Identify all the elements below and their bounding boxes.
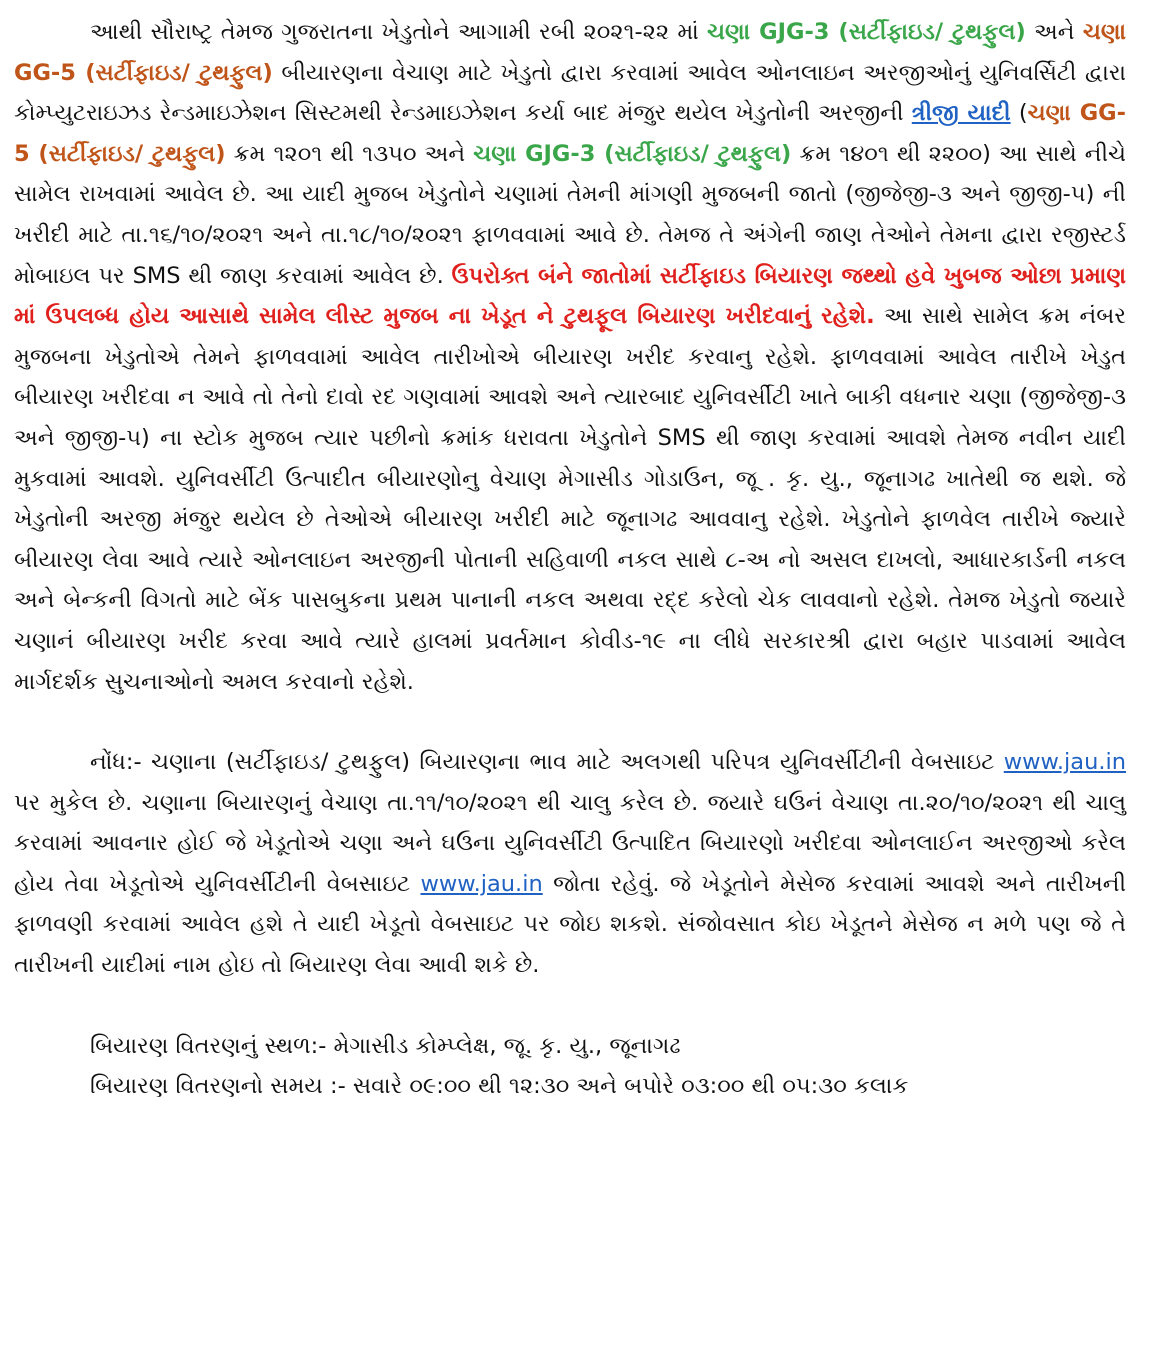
variety-gg5-highlight-2: ચણા GG-5 (સર્ટીફાઇડ/ ટુથફુલ) [14,100,1126,167]
main-text-1: આથી સૌરાષ્ટ્ર તેમજ ગુજરાતના ખેડુતોને આગામી રબી ૨૦૨૧-૨૨ માં [90,19,708,45]
main-text-4: ( [1010,100,1028,127]
note-text-1: નોંધ:- ચણાના (સર્ટીફાઇડ/ ટુથફુલ) બિયારણના ભાવ માટે અલગથી પરિપત્ર યુનિવર્સીટીની વેબસાઇટ [90,749,1004,776]
website-link-2[interactable]: www.jau.in [420,870,543,897]
note-text-2: પર મુકેલ છે. ચણાના બિયારણનું વેચાણ તા.૧૧/૧૦/૨૦૨૧ થી ચાલુ કરેલ છે. જયારે ઘઉનં વેચાણ તા.૨૦/૧૦/૨૦૨૧ થી ચાલુ કરવામાં આવનાર હોઈ જે ખેડૂતોએ ચણા અને ઘઉના યુનિવર્સીટી ઉત્પાદિત બિયારણો ખરીદવા ઓનલાઈન અરજીઓ કરેલ હોય તેવા ખેડૂતોએ યુનિવર્સીટીની વેબસાઇટ [14,789,1126,897]
variety-gjg3-highlight-2: ચણા GJG-3 (સર્ટીફાઇડ/ ટુથફુલ) [473,140,792,167]
distribution-place: બિયારણ વિતરણનું સ્થળ:- મેગાસીડ કોમ્પ્લેક્ષ, જૂ. કૃ. યુ., જૂનાગઢ [90,1032,681,1059]
variety-gjg3-highlight: ચણા GJG-3 (સર્ટીફાઇડ/ ટુથફુલ) [707,19,1026,45]
note-text-3: જોતા રહેવું. જે ખેડૂતોને મેસેજ કરવામાં આવશે અને તારીખની ફાળવણી કરવામાં આવેલ હશે તે યાદી ખેડૂતો વેબસાઇટ પર જોઇ શકશે. સંજોવસાત કોઇ ખેડૂતને મેસેજ ન મળે પણ જે તે તારીખની યાદીમાં નામ હોઇ તો બિયારણ લેવા આવી શકે છે. [14,870,1127,979]
main-paragraph [14,12,1126,702]
note-paragraph [14,742,1126,986]
website-link-1[interactable]: www.jau.in [1003,749,1126,776]
variety-gg5-highlight: ચણા GG-5 (સર્ટીફાઇડ/ ટુથફુલ) [14,19,1126,86]
distribution-time: બિયારણ વિતરણનો સમય :- સવારે ૦૯:૦૦ થી ૧૨:૩૦ અને બપોરે ૦૩:૦૦ થી ૦૫:૩૦ કલાક [90,1073,909,1100]
stock-warning: ઉપરોક્ત બંને જાતોમાં સર્ટીફાઇડ બિયારણ જથ્થો હવે ખુબજ ઓછા પ્રમાણ માં ઉપલબ્ધ હોય આસાથે સામેલ લીસ્ટ મુજબ ના ખેડૂત ને ટુથફૂલ બિયારણ ખરીદવાનું રહેશે. [14,262,1126,330]
paragraph-gap [14,702,1126,742]
paragraph-gap-2 [14,986,1126,1026]
third-list-link[interactable]: ત્રીજી યાદી [911,100,1011,127]
main-text-7: આ સાથે સામેલ ક્રમ નંબર મુજબના ખેડુતોએ તેમને ફાળવવામાં આવેલ તારીખોએ બીયારણ ખરીદ કરવાનુ રહેશે. ફાળવવામાં આવેલ તારીખે ખેડુત બીયારણ ખરીદવા ન આવે તો તેનો દાવો રદ ગણવામાં આવશે અને ત્યારબાદ યુનિવર્સીટી ખાતે બાકી વધનાર ચણા (જીજેજી-૩ અને જીજી-૫) ના સ્ટોક મુજબ ત્યાર પછીનો ક્રમાંક ધરાવતા ખેડુતોને SMS થી જાણ કરવામાં આવશે તેમજ નવીન યાદી મુકવામાં આવશે. યુનિવર્સીટી ઉત્પાદીત બીયારણોનુ વેચાણ મેગાસીડ ગોડાઉન, જૂ . કૃ. યુ., જૂનાગઢ ખાતેથી જ થશે. જે ખેડુતોની અરજી મંજુર થયેલ છે તેઓએ બીયારણ ખરીદી માટે જૂનાગઢ આવવાનુ રહેશે. ખેડુતોને ફાળવેલ તારીખે જ્યારે બીયારણ લેવા આવે ત્યારે ઓનલાઇન અરજીની પોતાની સહિવાળી નકલ સાથે ૮-અ નો અસલ દાખલો, આધારકાર્ડની નકલ અને બેન્કની વિગતો માટે બેંક પાસબુકના પ્રથમ પાનાની નકલ અથવા રદ્દ કરેલો ચેક લાવવાનો રહેશે. તેમજ ખેડુતો જયારે ચણાનં બીયારણ ખરીદ કરવા આવે ત્યારે હાલમાં પ્રવર્તમાન કોવીડ-૧૯ ના લીધે સરકારશ્રી દ્વારા બહાર પાડવામાં આવેલ માર્ગદર્શક સુચનાઓનો અમલ કરવાનો રહેશે. [14,303,1126,695]
main-text-6: ક્રમ ૧૪૦૧ થી ૨૨૦૦) આ સાથે નીચે સામેલ રાખવામાં આવેલ છે. આ યાદી મુજબ ખેડુતોને ચણામાં તેમની માંગણી મુજબની જાતો (જીજેજી-૩ અને જીજી-૫) ની ખરીદી માટે તા.૧૬/૧૦/૨૦૨૧ અને તા.૧૮/૧૦/૨૦૨૧ ફાળવવામાં આવે છે. તેમજ તે અંગેની જાણ તેઓને તેમના દ્વારા રજીસ્ટર્ડ મોબાઇલ પર SMS થી જાણ કરવામાં આવેલ છે. [14,140,1127,289]
main-text-2: અને [1025,19,1083,45]
main-text-3: બીયારણના વેચાણ માટે ખેડુતો દ્વારા કરવામાં આવેલ ઓનલાઇન અરજીઓનું યુનિવર્સિટી દ્વારા કોમ્પ્યુટરાઇઝડ રેન્ડમાઇઝેશન સિસ્ટમથી રેન્ડમાઇઝેશન કર્યા બાદ મંજુર થયેલ ખેડુતોની અરજીની [14,59,1127,127]
main-text-5: ક્રમ ૧૨૦૧ થી ૧૩૫૦ અને [225,140,474,167]
